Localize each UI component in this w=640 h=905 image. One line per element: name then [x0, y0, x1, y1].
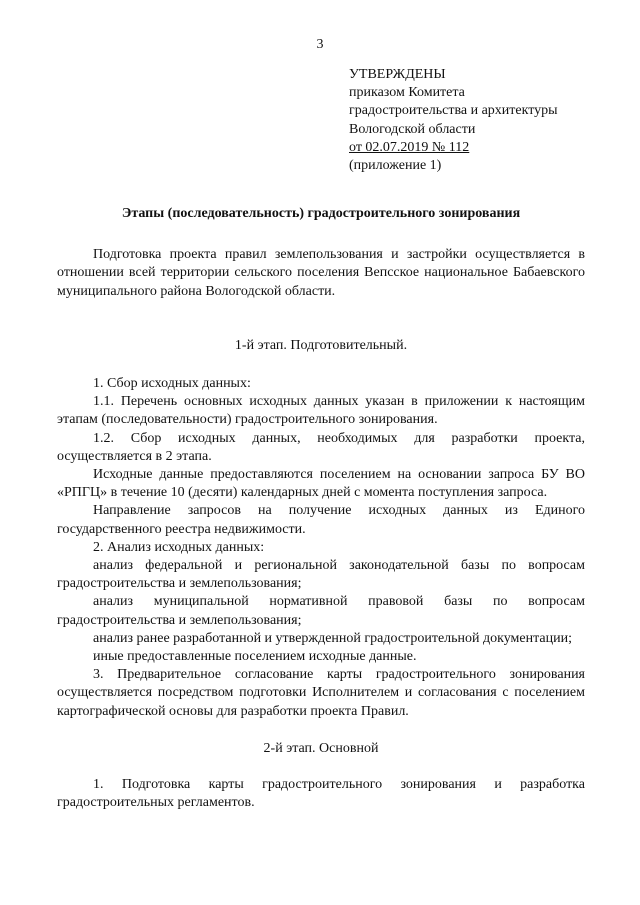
- document-body: [57, 205, 585, 812]
- approval-region-line: Вологодской области: [349, 121, 476, 137]
- approval-appendix: (приложение 1): [349, 158, 442, 174]
- page-number: 3: [316, 37, 324, 52]
- stage1-paragraph: 3. Предварительное согласование карты градостроительного зонирования осуществляется посредством подготовки Исполнителем и согласования с поселением картографической основы для разработки проекта Правил.: [57, 667, 585, 719]
- stage1-paragraph: 2. Анализ исходных данных:: [93, 539, 265, 555]
- stage1-paragraph: 1.1. Перечень основных исходных данных указан в приложении к настоящим этапам (последовательности) градостроительного зонирования.: [57, 394, 585, 428]
- document-title: Этапы (последовательность) градостроительного зонирования: [121, 206, 521, 221]
- stage1-paragraph: Направление запросов на получение исходных данных из Единого государственного реестра недвижимости.: [57, 503, 585, 537]
- approval-heading: УТВЕРЖДЕНЫ: [349, 67, 446, 82]
- stage1-paragraph: анализ муниципальной нормативной правовой базы по вопросам градостроительства и землепользования;: [57, 594, 585, 628]
- stage1-paragraph: анализ ранее разработанной и утвержденной градостроительной документации;: [93, 630, 572, 646]
- stage1-paragraph: 1.2. Сбор исходных данных, необходимых для разработки проекта, осуществляется в 2 этапа.: [57, 430, 585, 464]
- approval-block: [349, 66, 629, 175]
- stage1-paragraph: анализ федеральной и региональной законодательной базы по вопросам градостроительства и землепользования;: [57, 558, 585, 592]
- intro-paragraph: Подготовка проекта правил землепользования и застройки осуществляется в отношении всей территории сельского поселения Вепсское национальное Бабаевского муниципального района Вологодской области.: [57, 247, 585, 299]
- approval-date-number: от 02.07.2019 № 112: [349, 139, 470, 155]
- approval-order-line: приказом Комитета: [349, 85, 465, 101]
- stage1-paragraph: Исходные данные предоставляются поселением на основании запроса БУ ВО «РПГЦ» в течение 10 (десяти) календарных дней с момента поступления запроса.: [57, 467, 585, 501]
- stage2-paragraph: 1. Подготовка карты градостроительного зонирования и разработка градостроительных регламентов.: [57, 777, 585, 811]
- stage2-heading: 2-й этап. Основной: [263, 740, 379, 756]
- approval-committee-line: градостроительства и архитектуры: [349, 103, 558, 119]
- stage1-heading: 1-й этап. Подготовительный.: [234, 337, 408, 353]
- stage1-paragraph: иные предоставленные поселением исходные данные.: [93, 649, 417, 665]
- stage1-paragraph: 1. Сбор исходных данных:: [93, 376, 251, 392]
